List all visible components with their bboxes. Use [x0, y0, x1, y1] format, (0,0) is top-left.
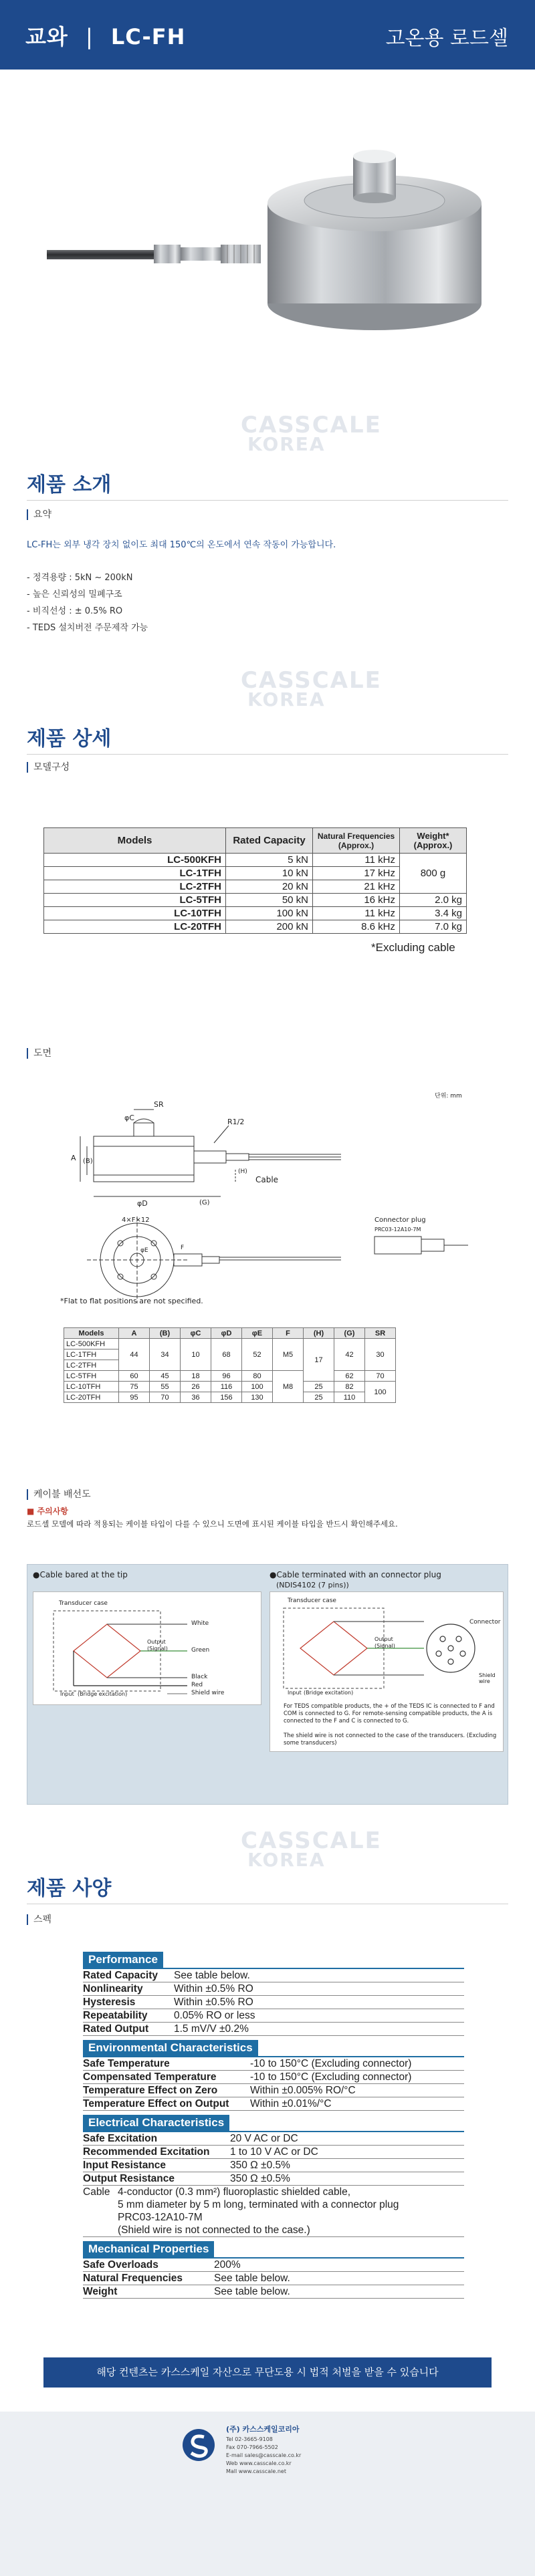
cell-dimension: 100 — [242, 1382, 273, 1392]
spec-value: 1 to 10 V AC or DC — [230, 2146, 318, 2158]
title-separator: | — [85, 24, 94, 49]
spec-group-mechanical — [83, 2257, 464, 2299]
cell-frequency: 11 kHz — [313, 907, 400, 920]
cell-dimension: 100 — [365, 1382, 396, 1403]
col-models: Models — [64, 1328, 119, 1339]
spec-head-environmental: Environmental Characteristics — [83, 2040, 258, 2056]
caution-text: 로드셀 모델에 따라 적용되는 케이블 타입이 다를 수 있으니 도면에 표시된 케이블 타입을 반드시 확인해주세요. — [27, 1519, 398, 1529]
label-r12: R1/2 — [227, 1118, 245, 1126]
wire-shield: Shield wire — [191, 1690, 225, 1696]
spec-group-electrical — [83, 2131, 464, 2237]
spec-value: 1.5 mV/V ±0.2% — [174, 2023, 249, 2035]
cable-line: 5 mm diameter by 5 m long, terminated with a connector plug — [118, 2199, 399, 2210]
label-h: (H) — [238, 1168, 247, 1175]
dims-table-body — [64, 1339, 396, 1403]
cell-dimension: 110 — [334, 1392, 365, 1403]
contact-tel: Tel 02-3665-9108 — [226, 2436, 273, 2442]
spec-head-electrical: Electrical Characteristics — [83, 2115, 229, 2131]
col-h: (H) — [304, 1328, 334, 1339]
cell-weight: 7.0 kg — [400, 920, 467, 934]
spec-key: Compensated Temperature — [83, 2071, 217, 2083]
spec-key: Safe Temperature — [83, 2058, 170, 2069]
spec-value: 350 Ω ±0.5% — [230, 2160, 290, 2171]
cell-dimension: M8 — [273, 1371, 304, 1403]
bullet-sealed: - 높은 신뢰성의 밀폐구조 — [27, 590, 122, 600]
table-row — [44, 894, 467, 907]
col-phi-c: φC — [181, 1328, 211, 1339]
label-input: Input — [60, 1691, 74, 1697]
wire-red: Red — [191, 1682, 203, 1688]
top-banner — [0, 0, 535, 70]
cable-line: 4-conductor (0.3 mm²) fluoroplastic shielded cable, — [118, 2186, 351, 2198]
cell-dimension: 26 — [181, 1382, 211, 1392]
contact-fax: Fax 070-7966-5502 — [226, 2444, 278, 2450]
cell-dimension: 44 — [119, 1339, 150, 1371]
subtitle-drawing: 도면 — [27, 1048, 51, 1059]
wiring-right-title: ●Cable terminated with an connector plug — [270, 1570, 441, 1579]
spec-row — [83, 2084, 464, 2097]
cell-weight: 2.0 kg — [400, 894, 467, 907]
spec-value: 0.05% RO or less — [174, 2010, 255, 2021]
models-table — [43, 827, 467, 934]
label-phi-c: φC — [124, 1114, 134, 1122]
table-row — [44, 854, 467, 867]
cell-dimension: 68 — [211, 1339, 242, 1371]
spec-value: 350 Ω ±0.5% — [230, 2173, 290, 2184]
dimension-table — [64, 1327, 396, 1403]
cell-dimension: 96 — [211, 1371, 242, 1382]
hero-image — [0, 70, 535, 384]
cell-dimension: 52 — [242, 1339, 273, 1371]
wire-white: White — [191, 1620, 209, 1627]
label-output: Output — [147, 1639, 166, 1645]
label-sr: SR — [154, 1100, 164, 1109]
section-title-spec: 제품 사양 — [27, 1877, 112, 1900]
spec-row — [83, 2009, 464, 2023]
section-title-detail: 제품 상세 — [27, 727, 112, 751]
spec-row — [83, 1969, 464, 1982]
col-g: (G) — [334, 1328, 365, 1339]
spec-key: Recommended Excitation — [83, 2146, 210, 2158]
watermark-detail: CASSCALE KOREA — [241, 667, 382, 711]
spec-value: Within ±0.5% RO — [174, 1997, 253, 2008]
label-transducer-case: Transducer case — [288, 1597, 336, 1604]
subtitle-summary: 요약 — [27, 509, 51, 520]
spec-key: Output Resistance — [83, 2173, 175, 2184]
teds-note: For TEDS compatible products, the + of the TEDS IC is connected to F and COM is connected to G. For remote-sensing compatible products, the A is connected to the F and C is connected to G. — [284, 1703, 495, 1724]
cell-dimension: 36 — [181, 1392, 211, 1403]
cell-dimension: 18 — [181, 1371, 211, 1382]
contact-web[interactable]: Web www.casscale.co.kr — [226, 2460, 292, 2466]
spec-key: Weight — [83, 2286, 118, 2297]
spec-key: Repeatability — [83, 2010, 148, 2021]
spec-row — [83, 2259, 464, 2272]
label-shield-wire: Shield wire — [479, 1672, 496, 1684]
spec-key: Safe Overloads — [83, 2259, 158, 2271]
col-natural-frequency: Natural Frequencies (Approx.) — [313, 828, 400, 854]
label-b: (B) — [83, 1158, 93, 1165]
contact-email[interactable]: E-mail sales@casscale.co.kr — [226, 2452, 302, 2458]
spec-key: Cable — [83, 2186, 110, 2198]
wire-green: Green — [191, 1647, 210, 1654]
cell-model: LC-5TFH — [64, 1371, 119, 1382]
spec-row — [83, 2071, 464, 2084]
spec-row — [83, 2023, 464, 2036]
copyright-notice: 해당 컨텐츠는 카스스케일 자산으로 무단도용 시 법적 처벌을 받을 수 있습니다 — [43, 2357, 492, 2388]
col-rated-capacity: Rated Capacity — [226, 828, 313, 854]
col-phi-d: φD — [211, 1328, 242, 1339]
cell-model: LC-5TFH — [44, 894, 226, 907]
product-category: 고온용 로드셀 — [385, 27, 508, 50]
watermark-spec: CASSCALE KOREA — [241, 1827, 382, 1872]
spec-row — [83, 2132, 464, 2146]
cable-line: PRC03-12A10-7M — [118, 2212, 203, 2223]
technical-drawing — [60, 1096, 475, 1317]
cell-frequency: 17 kHz — [313, 867, 400, 880]
company-name: (주) 카스스케일코리아 — [226, 2425, 300, 2434]
table-row — [64, 1339, 396, 1349]
cell-dimension: 130 — [242, 1392, 273, 1403]
table-row — [44, 920, 467, 934]
table-row — [64, 1371, 396, 1382]
spec-row — [83, 2172, 464, 2186]
company-contacts — [226, 2436, 301, 2476]
wiring-connector-cable — [270, 1591, 504, 1752]
table-row — [64, 1382, 396, 1392]
spec-value: -10 to 150°C (Excluding connector) — [250, 2071, 412, 2083]
spec-group-environmental — [83, 2056, 464, 2111]
spec-row — [83, 2285, 464, 2299]
spec-value: -10 to 150°C (Excluding connector) — [250, 2058, 412, 2069]
cell-dimension: 156 — [211, 1392, 242, 1403]
cell-dimension: 70 — [150, 1392, 181, 1403]
col-phi-e: φE — [242, 1328, 273, 1339]
bullet-teds: - TEDS 설치버전 주문제작 가능 — [27, 623, 148, 633]
models-table-header — [44, 828, 467, 854]
label-input: Input — [288, 1690, 302, 1696]
brand-name: 교와 — [25, 24, 68, 49]
subtitle-models: 모델구성 — [27, 762, 70, 773]
cell-dimension: 55 — [150, 1382, 181, 1392]
spec-group-performance — [83, 1968, 464, 2036]
cell-model: LC-10TFH — [44, 907, 226, 920]
flat-position-note: *Flat to flat positions are not specified. — [60, 1297, 203, 1305]
connector-part-number: PRC03-12A10-7M — [374, 1227, 421, 1233]
label-bridge-excitation: (Bridge excitation) — [304, 1690, 354, 1696]
spec-key: Temperature Effect on Output — [83, 2098, 229, 2109]
shield-note: The shield wire is not connected to the case of the transducers. (Excluding some transducers) — [284, 1732, 497, 1747]
label-bolt-holes: 4×F×12 — [122, 1216, 150, 1224]
spec-row — [83, 1996, 464, 2009]
col-weight: Weight* (Approx.) — [400, 828, 467, 854]
cell-dimension: 116 — [211, 1382, 242, 1392]
spec-value: 200% — [214, 2259, 241, 2271]
label-phi-d: φD — [137, 1199, 148, 1208]
cell-capacity: 20 kN — [226, 880, 313, 894]
section-title-intro: 제품 소개 — [27, 473, 112, 497]
section-divider — [27, 754, 508, 755]
cell-weight: 3.4 kg — [400, 907, 467, 920]
spec-value: See table below. — [174, 1970, 250, 1981]
col-a: A — [119, 1328, 150, 1339]
label-signal: (Signal) — [147, 1646, 168, 1652]
label-connector: Connector — [469, 1619, 501, 1626]
cell-dimension: 10 — [181, 1339, 211, 1371]
cell-model: LC-500KFH — [44, 854, 226, 867]
cell-frequency: 21 kHz — [313, 880, 400, 894]
label-phi-e: φE — [140, 1247, 148, 1254]
cable-line: (Shield wire is not connected to the case.) — [118, 2224, 310, 2236]
spec-row — [83, 2097, 464, 2111]
label-f: F — [181, 1245, 185, 1251]
cell-model: LC-2TFH — [64, 1360, 119, 1371]
cell-dimension: 25 — [304, 1382, 334, 1392]
company-logo-icon — [182, 2425, 215, 2465]
cell-dimension: 75 — [119, 1382, 150, 1392]
spec-head-performance: Performance — [83, 1952, 163, 1968]
contact-mall[interactable]: Mall www.casscale.net — [226, 2468, 286, 2474]
brand-model-title — [25, 20, 185, 51]
cell-dimension: 30 — [365, 1339, 396, 1371]
spec-row — [83, 2159, 464, 2172]
wiring-left-title: ●Cable bared at the tip — [33, 1570, 128, 1579]
models-footnote: *Excluding cable — [371, 941, 455, 954]
caution-title — [27, 1505, 68, 1517]
cell-capacity: 100 kN — [226, 907, 313, 920]
model-name: LC-FH — [110, 24, 186, 49]
spec-sheet — [83, 1952, 464, 2299]
subtitle-spec: 스펙 — [27, 1914, 51, 1925]
spec-value: Within ±0.01%/°C — [250, 2098, 332, 2109]
table-row — [44, 907, 467, 920]
spec-row — [83, 2057, 464, 2071]
spec-cable-lines — [118, 2186, 399, 2236]
cell-model: LC-1TFH — [64, 1349, 119, 1360]
caution-title-text: 주의사항 — [37, 1507, 68, 1516]
label-a: A — [71, 1154, 76, 1162]
spec-row — [83, 1982, 464, 1996]
cell-dimension: 45 — [150, 1371, 181, 1382]
spec-key: Safe Excitation — [83, 2133, 158, 2144]
label-cable: Cable — [255, 1175, 279, 1184]
spec-key: Hysteresis — [83, 1997, 136, 2008]
drawing-lines — [60, 1096, 475, 1317]
cell-capacity: 50 kN — [226, 894, 313, 907]
cell-frequency: 8.6 kHz — [313, 920, 400, 934]
cell-dimension: 80 — [242, 1371, 273, 1382]
caution-icon: ■ — [27, 1507, 37, 1516]
intro-bullet-list — [27, 569, 148, 636]
cell-dimension: 17 — [304, 1339, 334, 1382]
wiring-bare-cable — [33, 1591, 261, 1705]
cell-dimension: 42 — [334, 1339, 365, 1371]
cell-dimension: 70 — [365, 1371, 396, 1382]
label-output: Output — [374, 1636, 393, 1642]
section-divider — [27, 500, 508, 501]
spec-value: See table below. — [214, 2273, 290, 2284]
cell-dimension: 25 — [304, 1392, 334, 1403]
unit-label: 단위: mm — [435, 1093, 462, 1100]
cell-model: LC-10TFH — [64, 1382, 119, 1392]
cell-dimension: 82 — [334, 1382, 365, 1392]
col-sr: SR — [365, 1328, 396, 1339]
col-b: (B) — [150, 1328, 181, 1339]
spec-key: Rated Output — [83, 2023, 149, 2035]
cell-weight: 800 g — [400, 854, 467, 894]
spec-row — [83, 2146, 464, 2159]
spec-key: Input Resistance — [83, 2160, 167, 2171]
intro-description: LC-FH는 외부 냉각 장치 없이도 최대 150℃의 온도에서 연속 작동이 가능합니다. — [27, 540, 336, 550]
cell-capacity: 10 kN — [226, 867, 313, 880]
load-cell-photo — [0, 70, 535, 384]
watermark-intro: CASSCALE KOREA — [241, 412, 382, 456]
cell-dimension: 95 — [119, 1392, 150, 1403]
subtitle-cable: 케이블 배선도 — [27, 1489, 91, 1500]
spec-key: Nonlinearity — [83, 1983, 143, 1994]
cell-dimension: 34 — [150, 1339, 181, 1371]
cell-model: LC-1TFH — [44, 867, 226, 880]
cell-frequency: 11 kHz — [313, 854, 400, 867]
models-table-wrap — [43, 827, 467, 934]
cell-capacity: 5 kN — [226, 854, 313, 867]
table-row — [64, 1392, 396, 1403]
col-f: F — [273, 1328, 304, 1339]
cell-model: LC-500KFH — [64, 1339, 119, 1349]
label-bridge-excitation: (Bridge excitation) — [78, 1691, 128, 1697]
spec-key: Natural Frequencies — [83, 2273, 183, 2284]
spec-value: Within ±0.005% RO/°C — [250, 2085, 356, 2096]
bullet-nonlinearity: - 비직선성 : ± 0.5% RO — [27, 606, 123, 616]
footer — [0, 2412, 535, 2576]
dims-table-wrap — [64, 1327, 396, 1403]
cell-dimension: 60 — [119, 1371, 150, 1382]
spec-value: Within ±0.5% RO — [174, 1983, 253, 1994]
cell-frequency: 16 kHz — [313, 894, 400, 907]
dims-table-header — [64, 1328, 396, 1339]
spec-cable-row — [83, 2186, 464, 2237]
spec-head-mechanical: Mechanical Properties — [83, 2241, 214, 2257]
spec-key: Rated Capacity — [83, 1970, 158, 1981]
cell-capacity: 200 kN — [226, 920, 313, 934]
spec-value: See table below. — [214, 2286, 290, 2297]
spec-key: Temperature Effect on Zero — [83, 2085, 218, 2096]
cell-model: LC-2TFH — [44, 880, 226, 894]
label-transducer-case: Transducer case — [59, 1600, 108, 1607]
col-models: Models — [44, 828, 226, 854]
label-g: (G) — [199, 1199, 210, 1206]
wire-black: Black — [191, 1674, 208, 1680]
cell-dimension: 62 — [334, 1371, 365, 1382]
bullet-capacity: - 정격용량 : 5kN ~ 200kN — [27, 573, 133, 583]
wiring-right-subtitle: (NDIS4102 (7 pins)) — [276, 1581, 349, 1589]
spec-value: 20 V AC or DC — [230, 2133, 298, 2144]
spec-row — [83, 2272, 464, 2285]
cell-model: LC-20TFH — [44, 920, 226, 934]
cell-dimension: M5 — [273, 1339, 304, 1371]
wiring-diagram-panel — [27, 1564, 508, 1805]
label-signal: (Signal) — [374, 1643, 395, 1649]
cell-model: LC-20TFH — [64, 1392, 119, 1403]
connector-title: Connector plug — [374, 1216, 426, 1224]
